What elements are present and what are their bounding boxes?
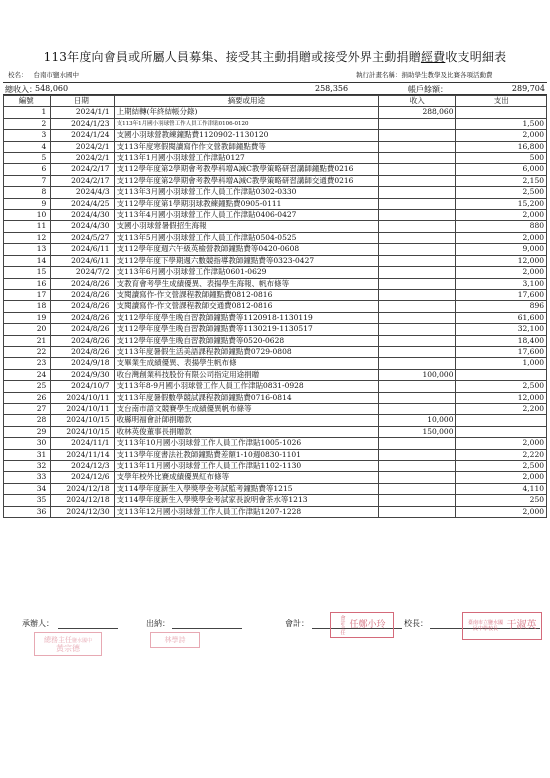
row-summary: 支113年10月國小羽球營工作人員工作津貼1005-1026 — [114, 438, 378, 449]
row-summary: 支112學年度第2學期會考教學科增A減C教學策略研習講師鐘點費0216 — [114, 164, 378, 175]
row-number: 28 — [4, 415, 51, 426]
table-row — [4, 438, 547, 449]
row-income — [379, 449, 456, 460]
row-number: 8 — [4, 187, 51, 198]
row-income — [379, 392, 456, 403]
row-summary: 支113年1月國小羽球營工作津貼0127 — [114, 153, 378, 164]
row-date: 2024/10/15 — [51, 426, 114, 437]
row-date: 2024/11/1 — [51, 438, 114, 449]
ledger-table — [3, 95, 547, 518]
row-date: 2024/10/7 — [51, 381, 114, 392]
row-income — [379, 278, 456, 289]
row-income: 10,000 — [379, 415, 456, 426]
row-date: 2024/6/11 — [51, 244, 114, 255]
row-date: 2024/9/18 — [51, 358, 114, 369]
row-income — [379, 438, 456, 449]
row-date: 2024/2/1 — [51, 141, 114, 152]
row-date: 2024/4/30 — [51, 221, 114, 232]
row-summary: 支112學年度學生晚自習教師鐘點費等1130219-1130517 — [114, 324, 378, 335]
table-row — [4, 403, 547, 414]
row-date: 2024/8/26 — [51, 346, 114, 357]
table-row — [4, 232, 547, 243]
row-summary: 支114學年度新生入學獎學金考試監考鐘點費等1215 — [114, 483, 378, 494]
row-number: 5 — [4, 153, 51, 164]
row-summary: 支113年6月國小羽球營工作津貼0601-0629 — [114, 267, 378, 278]
row-expense — [456, 369, 547, 380]
table-row — [4, 107, 547, 118]
row-income — [379, 483, 456, 494]
row-date: 2024/7/2 — [51, 267, 114, 278]
table-row — [4, 244, 547, 255]
row-income — [379, 232, 456, 243]
table-row — [4, 495, 547, 506]
row-expense — [456, 415, 547, 426]
row-date: 2024/12/18 — [51, 495, 114, 506]
principal-stamp: 臺南市立鹽水國民中學校長 于淑英 — [462, 612, 542, 640]
row-expense: 12,000 — [456, 392, 547, 403]
row-summary: 支112學年度學生晚自習教師鐘點費等1120918-1130119 — [114, 312, 378, 323]
row-summary: 支台南市語文競賽學生成績優異帆布條等 — [114, 403, 378, 414]
row-income — [379, 255, 456, 266]
row-date: 2024/12/30 — [51, 506, 114, 517]
total-income-value: 548,060 — [35, 84, 69, 93]
row-date: 2024/8/26 — [51, 324, 114, 335]
row-summary: 支112學年度下學期週六數競指導教師鐘點費等0323-0427 — [114, 255, 378, 266]
cashier-line — [172, 628, 242, 629]
row-summary: 支112學年度週六午級英檢營教師鐘點費等0420-0608 — [114, 244, 378, 255]
balance-label: 帳戶餘額： — [408, 85, 448, 94]
row-date: 2024/1/23 — [51, 118, 114, 129]
row-summary: 收縣明福會計師捐贈款 — [114, 415, 378, 426]
row-summary: 支113年度寒假閱讀寫作作文營教師鐘點費等 — [114, 141, 378, 152]
table-row — [4, 346, 547, 357]
table-row — [4, 324, 547, 335]
row-expense: 2,000 — [456, 472, 547, 483]
row-date: 2024/10/11 — [51, 392, 114, 403]
row-date: 2024/2/17 — [51, 164, 114, 175]
total-expense-value: 258,356 — [315, 84, 349, 93]
row-income — [379, 358, 456, 369]
cashier-stamp: 林學詩 — [150, 632, 200, 648]
row-income: 100,000 — [379, 369, 456, 380]
header-expense: 支出 — [456, 96, 547, 107]
row-expense: 2,500 — [456, 461, 547, 472]
row-expense: 32,100 — [456, 324, 547, 335]
row-income — [379, 335, 456, 346]
row-date: 2024/5/27 — [51, 232, 114, 243]
row-number: 24 — [4, 369, 51, 380]
row-number: 13 — [4, 244, 51, 255]
row-number: 35 — [4, 495, 51, 506]
row-summary: 支113年8-9月國小羽球營工作人員工作津貼0831-0928 — [114, 381, 378, 392]
header-number: 編號 — [4, 96, 51, 107]
row-expense: 2,000 — [456, 232, 547, 243]
row-expense: 1,000 — [456, 358, 547, 369]
row-number: 20 — [4, 324, 51, 335]
row-number: 14 — [4, 255, 51, 266]
row-summary: 支113年4月國小羽球營工作人員工作津貼0406-0427 — [114, 210, 378, 221]
row-date: 2024/12/18 — [51, 483, 114, 494]
row-number: 21 — [4, 335, 51, 346]
row-number: 31 — [4, 449, 51, 460]
accounting-stamp: 會計主任 任鄭小玲 — [330, 612, 394, 638]
table-row — [4, 381, 547, 392]
row-number: 36 — [4, 506, 51, 517]
row-income — [379, 141, 456, 152]
row-expense: 12,000 — [456, 255, 547, 266]
table-row — [4, 369, 547, 380]
row-expense: 17,600 — [456, 289, 547, 300]
row-number: 17 — [4, 289, 51, 300]
table-row — [4, 187, 547, 198]
row-date: 2024/8/26 — [51, 335, 114, 346]
row-expense: 2,000 — [456, 210, 547, 221]
row-income — [379, 289, 456, 300]
header-summary: 摘要或用途 — [114, 96, 378, 107]
table-row — [4, 278, 547, 289]
row-summary: 支113年3月國小羽球營工作人員工作津貼0302-0330 — [114, 187, 378, 198]
row-summary: 支學年校外比賽成績優異紅布條等 — [114, 472, 378, 483]
row-date: 2024/10/15 — [51, 415, 114, 426]
row-expense: 2,150 — [456, 175, 547, 186]
table-row — [4, 267, 547, 278]
row-summary: 支113年度暑假生活美語課程教師鐘點費0729-0808 — [114, 346, 378, 357]
row-number: 4 — [4, 141, 51, 152]
table-row — [4, 426, 547, 437]
balance-value: 289,704 — [511, 84, 545, 93]
row-expense: 500 — [456, 153, 547, 164]
row-summary: 收林英俊董事長捐贈款 — [114, 426, 378, 437]
row-income — [379, 130, 456, 141]
summary-line — [3, 82, 547, 95]
row-income — [379, 153, 456, 164]
table-row — [4, 449, 547, 460]
row-expense: 2,220 — [456, 449, 547, 460]
row-date: 2024/12/3 — [51, 461, 114, 472]
row-income — [379, 301, 456, 312]
row-summary: 支113年11月國小羽球營工作人員工作津貼1102-1130 — [114, 461, 378, 472]
row-number: 26 — [4, 392, 51, 403]
row-summary: 支114學年度新生入學獎學金考試家長說明會茶水等1213 — [114, 495, 378, 506]
row-date: 2024/4/30 — [51, 210, 114, 221]
principal-label: 校長： — [404, 619, 428, 628]
row-number: 23 — [4, 358, 51, 369]
row-date: 2024/2/17 — [51, 175, 114, 186]
row-number: 10 — [4, 210, 51, 221]
table-row — [4, 506, 547, 517]
row-summary: 支國小羽球營暑假招生海報 — [114, 221, 378, 232]
cashier-label: 出納： — [146, 619, 170, 628]
row-expense: 250 — [456, 495, 547, 506]
row-summary: 支113學年度書法社教師鐘點費差額1-10週0830-1101 — [114, 449, 378, 460]
row-number: 15 — [4, 267, 51, 278]
row-income — [379, 461, 456, 472]
table-row — [4, 221, 547, 232]
row-number: 7 — [4, 175, 51, 186]
row-date: 2024/2/1 — [51, 153, 114, 164]
row-expense: 880 — [456, 221, 547, 232]
row-expense: 16,800 — [456, 141, 547, 152]
row-number: 29 — [4, 426, 51, 437]
table-header-row — [4, 96, 547, 107]
table-row — [4, 358, 547, 369]
table-row — [4, 335, 547, 346]
table-row — [4, 141, 547, 152]
row-summary: 支國小羽球營教練鐘點費1120902-1130120 — [114, 130, 378, 141]
row-expense: 9,000 — [456, 244, 547, 255]
row-summary: 支112學年度學生晚自習教師鐘點費等0520-0628 — [114, 335, 378, 346]
row-income — [379, 187, 456, 198]
table-row — [4, 255, 547, 266]
row-income — [379, 506, 456, 517]
row-date: 2024/10/11 — [51, 403, 114, 414]
table-row — [4, 301, 547, 312]
accounting-label: 會計： — [285, 619, 309, 628]
row-income — [379, 210, 456, 221]
row-date: 2024/8/26 — [51, 278, 114, 289]
row-income — [379, 312, 456, 323]
row-expense — [456, 426, 547, 437]
table-row — [4, 472, 547, 483]
table-row — [4, 153, 547, 164]
row-date: 2024/1/24 — [51, 130, 114, 141]
table-row — [4, 210, 547, 221]
table-row — [4, 198, 547, 209]
row-income — [379, 244, 456, 255]
row-expense: 2,000 — [456, 130, 547, 141]
row-income: 288,060 — [379, 107, 456, 118]
row-number: 30 — [4, 438, 51, 449]
row-income — [379, 118, 456, 129]
row-income — [379, 164, 456, 175]
table-row — [4, 175, 547, 186]
row-number: 9 — [4, 198, 51, 209]
table-row — [4, 461, 547, 472]
total-income-label: 總收入： — [5, 85, 37, 94]
table-row — [4, 130, 547, 141]
row-date: 2024/9/30 — [51, 369, 114, 380]
row-expense: 3,100 — [456, 278, 547, 289]
header-date: 日期 — [51, 96, 114, 107]
row-expense: 15,200 — [456, 198, 547, 209]
row-expense: 2,000 — [456, 438, 547, 449]
table-row — [4, 289, 547, 300]
row-summary: 支113年12月國小羽球營工作人員工作津貼1207-1228 — [114, 506, 378, 517]
row-income — [379, 381, 456, 392]
row-income — [379, 267, 456, 278]
row-number: 12 — [4, 232, 51, 243]
row-date: 2024/8/26 — [51, 289, 114, 300]
row-expense: 18,400 — [456, 335, 547, 346]
table-row — [4, 312, 547, 323]
row-expense — [456, 107, 547, 118]
row-income — [379, 495, 456, 506]
row-summary: 支112學年度第1學期羽球教練鐘點費0905-0111 — [114, 198, 378, 209]
row-date: 2024/11/14 — [51, 449, 114, 460]
row-expense: 17,600 — [456, 346, 547, 357]
handler-line — [58, 628, 118, 629]
row-summary: 支閱讀寫作-作文營課程教師交通費0812-0816 — [114, 301, 378, 312]
handler-label: 承辦人： — [22, 619, 54, 628]
row-expense: 2,200 — [456, 403, 547, 414]
row-expense: 4,110 — [456, 483, 547, 494]
row-expense: 2,000 — [456, 267, 547, 278]
row-summary: 支113年度暑假數學競試課程教師鐘點費0716-0814 — [114, 392, 378, 403]
row-summary: 支畢業生成績優異、表揚學生帆布條 — [114, 358, 378, 369]
table-row — [4, 164, 547, 175]
row-number: 18 — [4, 301, 51, 312]
school-name-line: 校名： 台南市鹽水國中 — [8, 71, 79, 79]
page-title: 113年度向會員或所屬人員募集、接受其主動捐贈或接受外界主動捐贈經費收支明細表 — [43, 50, 507, 64]
row-summary: 支112學年度第2學期會考教學科增A減C教學策略研習講師交通費0216 — [114, 175, 378, 186]
row-number: 2 — [4, 118, 51, 129]
table-row — [4, 392, 547, 403]
row-income — [379, 472, 456, 483]
header-income: 收入 — [379, 96, 456, 107]
row-income — [379, 175, 456, 186]
row-date: 2024/12/6 — [51, 472, 114, 483]
row-summary: 收台灣創業科技股份有限公司指定用途捐贈 — [114, 369, 378, 380]
row-expense: 896 — [456, 301, 547, 312]
row-number: 27 — [4, 403, 51, 414]
plan-name-line: 執行計畫名稱：捐助學生教學及比賽各項活動費 — [356, 71, 493, 79]
row-date: 2024/6/11 — [51, 255, 114, 266]
row-date: 2024/8/26 — [51, 301, 114, 312]
row-expense: 1,500 — [456, 118, 547, 129]
row-income — [379, 221, 456, 232]
row-number: 16 — [4, 278, 51, 289]
row-income: 150,000 — [379, 426, 456, 437]
row-summary: 支教育會考學生成績優異、表揚學生海報、帆布條等 — [114, 278, 378, 289]
row-number: 32 — [4, 461, 51, 472]
row-number: 6 — [4, 164, 51, 175]
row-summary: 支113年5月國小羽球營工作人員工作津貼0504-0525 — [114, 232, 378, 243]
row-income — [379, 346, 456, 357]
row-date: 2024/1/1 — [51, 107, 114, 118]
row-expense: 2,500 — [456, 187, 547, 198]
table-row — [4, 118, 547, 129]
row-date: 2024/8/26 — [51, 312, 114, 323]
row-summary: 支閱讀寫作-作文營課程教師鐘點費0812-0816 — [114, 289, 378, 300]
row-expense: 61,600 — [456, 312, 547, 323]
handler-stamp: 總務主任鹽水國中 黃宗德 — [34, 632, 102, 656]
row-expense: 6,000 — [456, 164, 547, 175]
row-number: 22 — [4, 346, 51, 357]
row-number: 3 — [4, 130, 51, 141]
row-number: 11 — [4, 221, 51, 232]
table-row — [4, 483, 547, 494]
row-expense: 2,500 — [456, 381, 547, 392]
row-income — [379, 198, 456, 209]
row-income — [379, 403, 456, 414]
row-number: 34 — [4, 483, 51, 494]
table-row — [4, 415, 547, 426]
row-number: 1 — [4, 107, 51, 118]
row-summary: 支113年1月國小羽球營工作人員工作津貼0106-0120 — [114, 118, 378, 129]
row-number: 33 — [4, 472, 51, 483]
row-date: 2024/4/3 — [51, 187, 114, 198]
row-number: 19 — [4, 312, 51, 323]
row-number: 25 — [4, 381, 51, 392]
row-summary: 上期結轉(年終結帳分錄) — [114, 107, 378, 118]
row-date: 2024/4/25 — [51, 198, 114, 209]
row-expense: 2,000 — [456, 506, 547, 517]
row-income — [379, 324, 456, 335]
